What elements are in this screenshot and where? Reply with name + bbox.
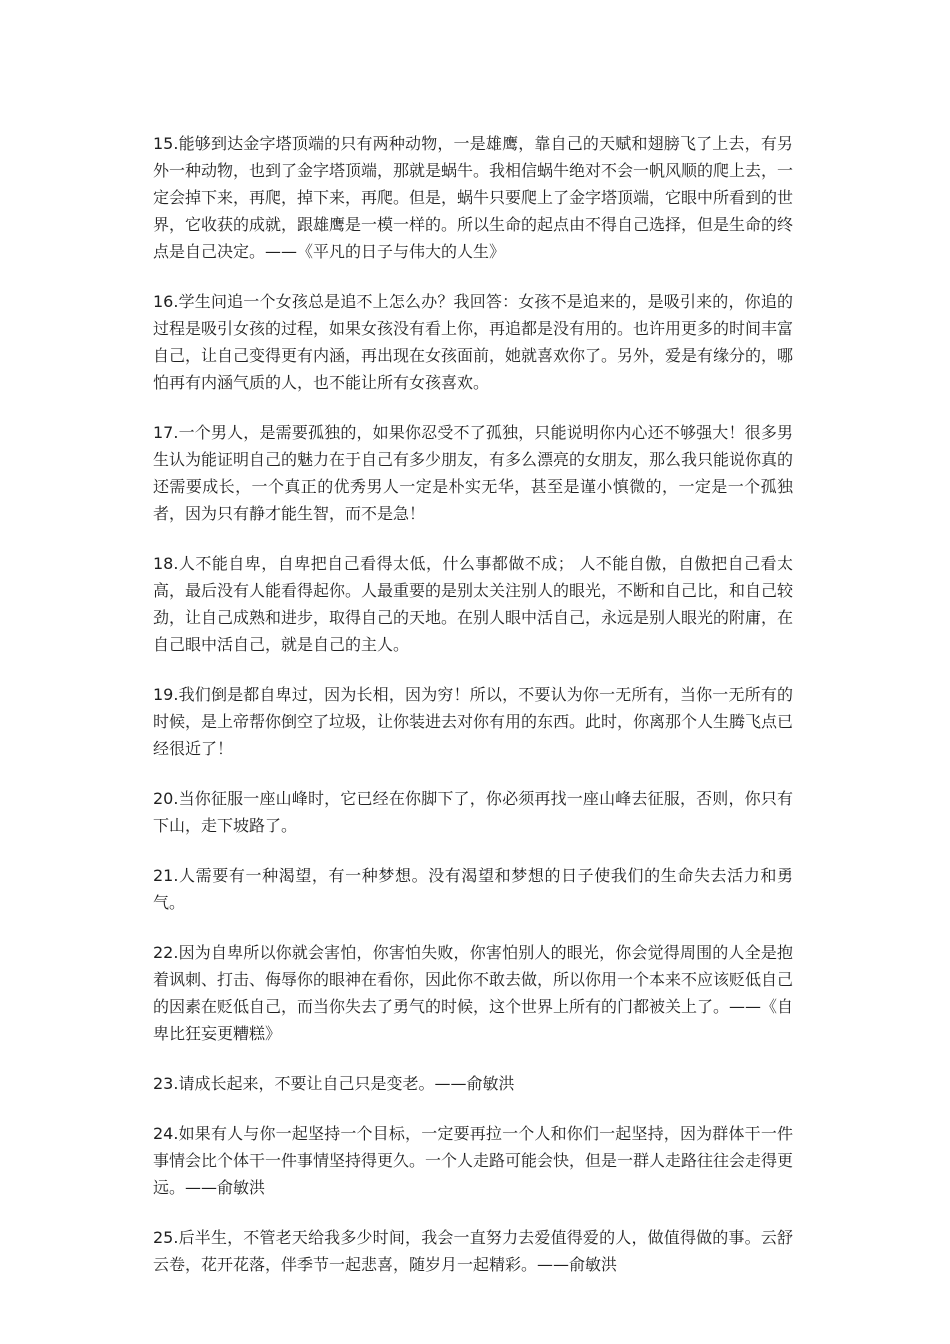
quote-paragraph-25: 25.后半生，不管老天给我多少时间，我会一直努力去爱值得爱的人，做值得做的事。云舒云卷，花开花落，伴季节一起悲喜，随岁月一起精彩。——俞敏洪	[153, 1228, 793, 1274]
quote-paragraph-17: 17.一个男人，是需要孤独的，如果你忍受不了孤独，只能说明你内心还不够强大！很多男生认为能证明自己的魅力在于自己有多少朋友，有多么漂亮的女朋友，那么我只能说你真的还需要成长，一个真正的优秀男人一定是朴实无华，甚至是谨小慎微的，一定是一个孤独者，因为只有静才能生智，而不是急！	[153, 423, 794, 523]
document-body	[153, 130, 793, 1301]
quote-paragraph-24: 24.如果有人与你一起坚持一个目标，一定要再拉一个人和你们一起坚持，因为群体干一件事情会比个体干一件事情坚持得更久。一个人走路可能会快，但是一群人走路往往会走得更远。——俞敏洪	[153, 1124, 794, 1197]
quote-paragraph-15: 15.能够到达金字塔顶端的只有两种动物，一是雄鹰，靠自己的天赋和翅膀飞了上去，有另外一种动物，也到了金字塔顶端，那就是蜗牛。我相信蜗牛绝对不会一帆风顺的爬上去，一定会掉下来，再爬，掉下来，再爬。但是，蜗牛只要爬上了金字塔顶端，它眼中所看到的世界，它收获的成就，跟雄鹰是一模一样的。所以生命的起点由不得自己选择，但是生命的终点是自己决定。——《平凡的日子与伟大的人生》	[153, 134, 794, 261]
quote-paragraph-20: 20.当你征服一座山峰时，它已经在你脚下了，你必须再找一座山峰去征服，否则，你只有下山，走下坡路了。	[153, 789, 793, 835]
quote-paragraph-16: 16.学生问追一个女孩总是追不上怎么办？我回答：女孩不是追来的，是吸引来的，你追的过程是吸引女孩的过程，如果女孩没有看上你，再追都是没有用的。也许用更多的时间丰富自己，让自己变得更有内涵，再出现在女孩面前，她就喜欢你了。另外，爱是有缘分的，哪怕再有内涵气质的人，也不能让所有女孩喜欢。	[153, 292, 794, 392]
quote-paragraph-19: 19.我们倒是都自卑过，因为长相，因为穷！所以，不要认为你一无所有，当你一无所有的时候，是上帝帮你倒空了垃圾，让你装进去对你有用的东西。此时，你离那个人生腾飞点已经很近了！	[153, 685, 794, 758]
quote-paragraph-21: 21.人需要有一种渴望，有一种梦想。没有渴望和梦想的日子使我们的生命失去活力和勇气。	[153, 866, 793, 912]
quote-paragraph-23: 23.请成长起来，不要让自己只是变老。——俞敏洪	[153, 1074, 515, 1093]
quote-paragraph-18: 18.人不能自卑，自卑把自己看得太低，什么事都做不成； 人不能自傲，自傲把自己看太高，最后没有人能看得起你。人最重要的是别太关注别人的眼光，不断和自己比，和自己较劲，让自己成熟和进步，取得自己的天地。在别人眼中活自己，永远是别人眼光的附庸，在自己眼中活自己，就是自己的主人。	[153, 554, 794, 654]
quote-paragraph-22: 22.因为自卑所以你就会害怕，你害怕失败，你害怕别人的眼光，你会觉得周围的人全是抱着讽刺、打击、侮辱你的眼神在看你，因此你不敢去做，所以你用一个本来不应该贬低自己的因素在贬低自己，而当你失去了勇气的时候，这个世界上所有的门都被关上了。——《自卑比狂妄更糟糕》	[153, 943, 794, 1043]
